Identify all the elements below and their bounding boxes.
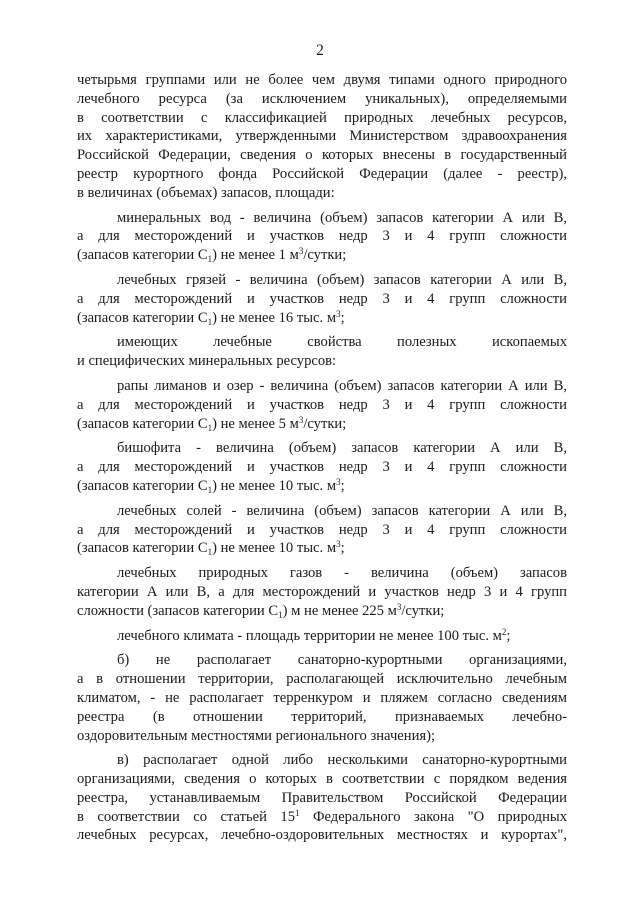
- text-line: лечебных ресурсах, лечебно-оздоровительных местностях и курортах",: [77, 827, 567, 844]
- text-line: а в отношении территории, располагающей исключительно лечебным: [77, 671, 567, 688]
- text-line: лечебных грязей - величина (объем) запасов категории А или В,: [117, 271, 567, 288]
- page-number: 2: [316, 42, 324, 59]
- text-line: а для месторождений и участков недр 3 и 4 групп сложности: [77, 396, 567, 413]
- text-line: категории А или В, а для месторождений и участков недр 3 и 4 групп: [77, 583, 567, 600]
- text-line: лечебных природных газов - величина (объем) запасов: [117, 565, 567, 582]
- text-line: реестра (в отношении территорий, признаваемых лечебно-: [77, 708, 567, 725]
- text-line: бишофита - величина (объем) запасов категории А или В,: [117, 440, 567, 457]
- text-line: в соответствии со статьей $15^1$ Федерального закона "О природных: [77, 807, 567, 825]
- text-line: реестр курортного фонда Российской Федерации (далее - реестр),: [77, 165, 567, 182]
- text-line: лечебного ресурса (за исключением уникальных), определяемыми: [77, 90, 567, 107]
- text-line: оздоровительным местностями регионального значения);: [77, 727, 436, 744]
- text-line: в величинах (объемах) запасов, площади:: [77, 184, 335, 201]
- text-line: в) располагает одной либо несколькими санаторно-курортными: [117, 752, 567, 769]
- text-line: а для месторождений и участков недр 3 и 4 групп сложности: [77, 290, 567, 307]
- text-line: минеральных вод - величина (объем) запасов категории А или В,: [117, 209, 567, 226]
- text-line: лечебного климата - площадь территории не менее 100 тыс. $м^2$;: [117, 626, 511, 644]
- text-line: (запасов категории $С_1$) не менее 5 $м^3$/сутки;: [77, 414, 347, 433]
- text-line: б) не располагает санаторно-курортными организациями,: [117, 652, 567, 669]
- text-line: (запасов категории $С_1$) не менее 10 тыс. $м^3$;: [77, 539, 345, 558]
- text-line: лечебных солей - величина (объем) запасов категории А или В,: [117, 502, 567, 519]
- text-line: рапы лиманов и озер - величина (объем) запасов категории А или В,: [117, 377, 567, 394]
- text-line: (запасов категории $С_1$) не менее 1 $м^3$/сутки;: [77, 246, 347, 265]
- text-line: (запасов категории $С_1$) не менее 10 тыс. $м^3$;: [77, 476, 345, 495]
- document-body: [77, 71, 567, 845]
- text-line: климатом, - не располагает терренкуром и пляжем согласно сведениям: [77, 689, 567, 706]
- text-line: Российской Федерации, сведения о которых внесены в государственный: [77, 147, 567, 164]
- text-line: четырьмя группами или не более чем двумя типами одного природного: [77, 72, 567, 88]
- text-line: (запасов категории $С_1$) не менее 16 тыс. $м^3$;: [77, 308, 345, 327]
- text-line: а для месторождений и участков недр 3 и 4 групп сложности: [77, 459, 567, 476]
- text-line: и специфических минеральных ресурсов:: [77, 353, 337, 370]
- text-line: сложности (запасов категории $С_1$) м не менее 225 $м^3$/сутки;: [77, 601, 445, 620]
- text-line: организациями, сведения о которых в соответствии с порядком ведения: [77, 771, 567, 788]
- text-line: в соответствии с классификацией природных лечебных ресурсов,: [77, 109, 567, 126]
- text-line: реестра, устанавливаемым Правительством Российской Федерации: [77, 789, 567, 806]
- text-line: а для месторождений и участков недр 3 и 4 групп сложности: [77, 228, 567, 245]
- text-line: их характеристиками, утвержденными Министерством здравоохранения: [77, 128, 567, 145]
- text-line: имеющих лечебные свойства полезных ископаемых: [117, 334, 567, 351]
- text-line: а для месторождений и участков недр 3 и 4 групп сложности: [77, 521, 567, 538]
